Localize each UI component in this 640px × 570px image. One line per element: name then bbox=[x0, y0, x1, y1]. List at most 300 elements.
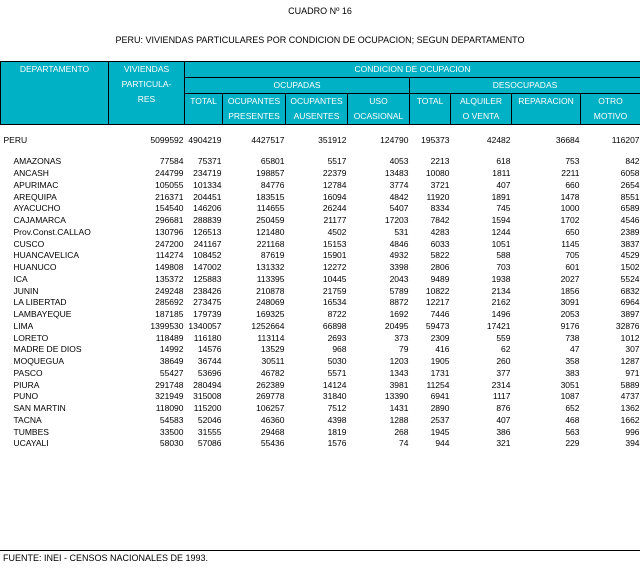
row-value: 842 bbox=[625, 156, 640, 167]
row-value: 971 bbox=[625, 367, 640, 378]
row-value: 216371 bbox=[155, 191, 184, 202]
row-value: 14576 bbox=[197, 344, 222, 355]
row-value: 296681 bbox=[155, 215, 184, 225]
table-row bbox=[1, 391, 640, 403]
row-value: 5099592 bbox=[150, 134, 184, 145]
header-subcolumn-line: PRESENTES bbox=[228, 111, 280, 121]
source-note: FUENTE: INEI - CENSOS NACIONALES DE 1993. bbox=[3, 553, 209, 563]
row-department: Prov.Const.CALLAO bbox=[13, 226, 91, 237]
row-value: 65801 bbox=[260, 156, 285, 167]
row-value: 4427517 bbox=[251, 134, 285, 145]
row-value: 652 bbox=[565, 403, 580, 413]
row-value: 6589 bbox=[620, 203, 640, 214]
row-value: 601 bbox=[565, 262, 580, 272]
row-value: 21759 bbox=[322, 285, 347, 296]
row-value: 116207 bbox=[611, 134, 640, 145]
row-department: CAJAMARCA bbox=[13, 215, 66, 225]
header-subcolumn-line: OCUPANTES bbox=[227, 96, 281, 106]
row-value: 2890 bbox=[430, 403, 450, 413]
row-department: MADRE DE DIOS bbox=[13, 344, 82, 355]
row-value: 2043 bbox=[389, 273, 409, 284]
row-value: 5789 bbox=[389, 285, 409, 296]
row-department: CUSCO bbox=[13, 238, 45, 249]
row-value: 618 bbox=[496, 156, 511, 167]
row-value: 15153 bbox=[322, 238, 347, 249]
row-department: ANCASH bbox=[13, 168, 49, 178]
total-row bbox=[1, 135, 640, 147]
row-value: 16534 bbox=[322, 297, 347, 308]
spacer-row bbox=[1, 146, 640, 156]
row-value: 660 bbox=[565, 179, 580, 190]
row-value: 87619 bbox=[260, 250, 285, 261]
row-value: 47 bbox=[570, 344, 580, 355]
table-row bbox=[1, 262, 640, 274]
row-value: 753 bbox=[565, 156, 580, 167]
row-value: 244799 bbox=[155, 168, 184, 178]
row-department: PERU bbox=[3, 134, 28, 145]
row-value: 118489 bbox=[155, 332, 184, 343]
row-value: 59473 bbox=[425, 320, 450, 331]
row-value: 288839 bbox=[193, 215, 222, 225]
row-value: 377 bbox=[496, 367, 511, 378]
row-department: PIURA bbox=[13, 379, 40, 390]
row-value: 124790 bbox=[380, 134, 409, 145]
row-value: 2693 bbox=[327, 332, 347, 343]
row-value: 1731 bbox=[430, 367, 450, 378]
table-row bbox=[1, 239, 640, 251]
row-value: 1576 bbox=[327, 438, 347, 449]
row-department: TACNA bbox=[13, 414, 42, 425]
row-department: APURIMAC bbox=[13, 179, 59, 190]
row-value: 6058 bbox=[620, 168, 640, 178]
header-subcolumn bbox=[581, 94, 640, 125]
table-row bbox=[1, 156, 640, 168]
row-value: 8334 bbox=[430, 203, 450, 214]
row-value: 7512 bbox=[327, 403, 347, 413]
row-value: 58030 bbox=[159, 438, 184, 449]
row-value: 9176 bbox=[560, 320, 580, 331]
row-value: 745 bbox=[496, 203, 511, 214]
row-value: 307 bbox=[625, 344, 640, 355]
row-value: 1905 bbox=[430, 356, 450, 366]
row-value: 8872 bbox=[389, 297, 409, 308]
row-value: 351912 bbox=[318, 134, 347, 145]
row-value: 135372 bbox=[155, 273, 184, 284]
row-value: 1496 bbox=[491, 309, 511, 319]
row-value: 26244 bbox=[322, 203, 347, 214]
row-value: 20495 bbox=[384, 320, 409, 331]
row-value: 1478 bbox=[560, 191, 580, 202]
row-value: 407 bbox=[496, 414, 511, 425]
row-department: HUANCAVELICA bbox=[13, 250, 79, 261]
row-department: MOQUEGUA bbox=[13, 356, 65, 366]
row-value: 1502 bbox=[620, 262, 640, 272]
row-department: LA LIBERTAD bbox=[13, 297, 67, 308]
row-value: 52046 bbox=[197, 414, 222, 425]
row-value: 12784 bbox=[322, 179, 347, 190]
row-value: 7842 bbox=[430, 215, 450, 225]
row-value: 38649 bbox=[159, 356, 184, 366]
row-value: 2162 bbox=[491, 297, 511, 308]
row-value: 280494 bbox=[193, 379, 222, 390]
row-value: 416 bbox=[435, 344, 450, 355]
table-row bbox=[1, 309, 640, 321]
row-value: 3091 bbox=[560, 297, 580, 308]
header-condicion: CONDICION DE OCUPACION bbox=[185, 62, 640, 78]
row-value: 1252664 bbox=[251, 320, 285, 331]
row-value: 108452 bbox=[193, 250, 222, 261]
header-desocupadas: DESOCUPADAS bbox=[410, 78, 640, 94]
row-value: 705 bbox=[565, 250, 580, 261]
row-value: 1891 bbox=[491, 191, 511, 202]
table-title: PERU: VIVIENDAS PARTICULARES POR CONDICION DE OCUPACION; SEGUN DEPARTAMENTO bbox=[115, 35, 525, 45]
row-value: 147002 bbox=[193, 262, 222, 272]
row-value: 386 bbox=[496, 426, 511, 437]
row-value: 14124 bbox=[322, 379, 347, 390]
row-department: LAMBAYEQUE bbox=[13, 309, 72, 319]
header-subcolumn-line: USO bbox=[369, 96, 388, 106]
row-value: 229 bbox=[565, 438, 580, 449]
row-value: 407 bbox=[496, 179, 511, 190]
header-viviendas-line: RES bbox=[137, 94, 156, 104]
row-value: 130796 bbox=[155, 226, 184, 237]
row-value: 1287 bbox=[620, 356, 640, 366]
row-department: HUANUCO bbox=[13, 262, 57, 272]
row-value: 5822 bbox=[430, 250, 450, 261]
row-value: 291748 bbox=[155, 379, 184, 390]
header-viviendas bbox=[109, 62, 185, 125]
row-value: 373 bbox=[394, 332, 409, 343]
row-value: 321 bbox=[496, 438, 511, 449]
row-value: 183515 bbox=[256, 191, 285, 202]
row-value: 6033 bbox=[430, 238, 450, 249]
row-value: 3051 bbox=[560, 379, 580, 390]
row-value: 944 bbox=[435, 438, 450, 449]
row-value: 4932 bbox=[389, 250, 409, 261]
row-value: 1945 bbox=[430, 426, 450, 437]
row-value: 2314 bbox=[491, 379, 511, 390]
row-value: 46782 bbox=[260, 367, 285, 378]
row-value: 6832 bbox=[620, 285, 640, 296]
footer-rule bbox=[0, 550, 640, 551]
row-value: 4283 bbox=[430, 226, 450, 237]
row-value: 179739 bbox=[193, 309, 222, 319]
row-department: ICA bbox=[13, 273, 28, 284]
row-value: 1340057 bbox=[188, 320, 222, 331]
row-value: 12217 bbox=[425, 297, 450, 308]
row-value: 21177 bbox=[323, 215, 347, 225]
header-subcolumn bbox=[286, 94, 348, 125]
row-value: 9489 bbox=[430, 273, 450, 284]
row-value: 55436 bbox=[260, 438, 285, 449]
row-value: 1012 bbox=[620, 332, 640, 343]
row-value: 8551 bbox=[620, 191, 640, 202]
row-value: 588 bbox=[496, 250, 511, 261]
row-value: 31555 bbox=[197, 426, 222, 437]
row-value: 4846 bbox=[389, 238, 409, 249]
row-value: 121480 bbox=[256, 226, 285, 237]
row-department: AREQUIPA bbox=[13, 191, 57, 202]
row-value: 1431 bbox=[389, 403, 409, 413]
row-value: 33500 bbox=[159, 426, 184, 437]
row-value: 75371 bbox=[197, 156, 222, 167]
row-value: 1203 bbox=[389, 356, 409, 366]
row-value: 531 bbox=[394, 226, 409, 237]
table-row bbox=[1, 415, 640, 427]
row-value: 106257 bbox=[256, 403, 285, 413]
row-value: 2654 bbox=[620, 179, 640, 190]
row-value: 1399530 bbox=[150, 320, 184, 331]
row-value: 46360 bbox=[260, 414, 285, 425]
row-value: 17203 bbox=[384, 215, 409, 225]
row-value: 169325 bbox=[256, 309, 285, 319]
row-value: 131332 bbox=[256, 262, 285, 272]
row-value: 3721 bbox=[430, 179, 450, 190]
header-subcolumn bbox=[410, 94, 451, 125]
row-value: 149808 bbox=[155, 262, 184, 272]
row-value: 31840 bbox=[322, 391, 347, 402]
table-row bbox=[1, 250, 640, 262]
row-value: 2806 bbox=[430, 262, 450, 272]
row-value: 84776 bbox=[260, 179, 285, 190]
row-value: 2309 bbox=[430, 332, 450, 343]
header-subcolumn-line: ALQUILER bbox=[459, 96, 503, 106]
row-value: 66898 bbox=[322, 320, 347, 331]
row-value: 114655 bbox=[256, 203, 285, 214]
table-row bbox=[1, 438, 640, 450]
header-ocupadas: OCUPADAS bbox=[185, 78, 410, 94]
row-value: 3981 bbox=[389, 379, 409, 390]
row-value: 238426 bbox=[193, 285, 222, 296]
row-value: 32876 bbox=[615, 320, 640, 331]
row-department: PUNO bbox=[13, 391, 39, 402]
row-value: 187185 bbox=[155, 309, 184, 319]
row-value: 358 bbox=[565, 356, 580, 366]
row-value: 115200 bbox=[193, 403, 222, 413]
row-value: 13390 bbox=[384, 391, 409, 402]
row-value: 10080 bbox=[425, 168, 450, 178]
header-viviendas-line: PARTICULA- bbox=[121, 79, 172, 89]
row-value: 269778 bbox=[256, 391, 285, 402]
row-value: 221168 bbox=[256, 238, 285, 249]
table-row bbox=[1, 192, 640, 204]
row-value: 1594 bbox=[491, 215, 511, 225]
row-value: 13529 bbox=[260, 344, 285, 355]
row-value: 146206 bbox=[193, 203, 222, 214]
row-department: LORETO bbox=[13, 332, 49, 343]
row-value: 1819 bbox=[327, 426, 347, 437]
table-row bbox=[1, 297, 640, 309]
row-value: 1938 bbox=[491, 273, 511, 284]
row-value: 116180 bbox=[193, 332, 222, 343]
row-value: 1662 bbox=[620, 414, 640, 425]
row-value: 5889 bbox=[620, 379, 640, 390]
row-value: 12272 bbox=[322, 262, 347, 272]
table-row bbox=[1, 344, 640, 356]
row-value: 260 bbox=[496, 356, 511, 366]
row-value: 2537 bbox=[430, 414, 450, 425]
row-value: 2053 bbox=[560, 309, 580, 319]
spacer-row bbox=[1, 125, 640, 135]
row-value: 1288 bbox=[389, 414, 409, 425]
header-subcolumn-line: REPARACION bbox=[518, 96, 574, 106]
row-value: 14992 bbox=[159, 344, 184, 355]
row-value: 2389 bbox=[620, 226, 640, 237]
table-row bbox=[1, 274, 640, 286]
header-subcolumn-line: OCASIONAL bbox=[353, 111, 404, 121]
header-subcolumn bbox=[348, 94, 410, 125]
header-subcolumn-line: TOTAL bbox=[416, 96, 444, 106]
row-value: 1362 bbox=[620, 403, 640, 413]
table-row bbox=[1, 180, 640, 192]
row-value: 30511 bbox=[261, 356, 285, 366]
header-subcolumn bbox=[223, 94, 286, 125]
row-value: 7446 bbox=[430, 309, 450, 319]
row-value: 195373 bbox=[421, 134, 450, 145]
row-value: 42482 bbox=[486, 134, 511, 145]
row-value: 198857 bbox=[256, 168, 285, 178]
row-department: PASCO bbox=[13, 367, 43, 378]
row-value: 15901 bbox=[322, 250, 347, 261]
row-value: 249248 bbox=[155, 285, 184, 296]
row-value: 4737 bbox=[620, 391, 640, 402]
row-value: 114274 bbox=[155, 250, 184, 261]
row-value: 468 bbox=[565, 414, 580, 425]
row-value: 4546 bbox=[620, 215, 640, 225]
row-value: 5407 bbox=[389, 203, 409, 214]
row-department: TUMBES bbox=[13, 426, 49, 437]
row-value: 996 bbox=[625, 426, 640, 437]
row-value: 1692 bbox=[389, 309, 409, 319]
row-value: 10445 bbox=[322, 273, 347, 284]
table-row bbox=[1, 403, 640, 415]
row-value: 5517 bbox=[327, 156, 347, 167]
header-subcolumn bbox=[451, 94, 512, 125]
row-value: 3398 bbox=[389, 262, 409, 272]
row-value: 16094 bbox=[322, 191, 347, 202]
row-value: 2213 bbox=[430, 156, 450, 167]
table-row bbox=[1, 286, 640, 298]
row-value: 1087 bbox=[560, 391, 580, 402]
row-value: 285692 bbox=[155, 297, 184, 308]
row-value: 1856 bbox=[560, 285, 580, 296]
row-value: 8722 bbox=[327, 309, 347, 319]
table-row bbox=[1, 321, 640, 333]
row-value: 876 bbox=[496, 403, 511, 413]
row-value: 241167 bbox=[193, 238, 222, 249]
row-value: 1145 bbox=[561, 238, 580, 249]
header-subcolumn-line: O VENTA bbox=[462, 111, 500, 121]
row-value: 3774 bbox=[389, 179, 409, 190]
row-value: 36744 bbox=[197, 356, 222, 366]
row-value: 57086 bbox=[197, 438, 222, 449]
housing-table bbox=[0, 61, 640, 450]
row-value: 250459 bbox=[256, 215, 285, 225]
row-value: 113114 bbox=[257, 332, 285, 343]
header-subcolumn-line: AUSENTES bbox=[293, 111, 340, 121]
row-value: 79 bbox=[399, 344, 409, 355]
row-value: 53696 bbox=[197, 367, 222, 378]
row-value: 1117 bbox=[492, 391, 511, 402]
header-subcolumn-line: OCUPANTES bbox=[290, 96, 343, 106]
row-value: 4842 bbox=[389, 191, 409, 202]
row-value: 1000 bbox=[560, 203, 580, 214]
row-value: 2027 bbox=[560, 273, 580, 284]
table-row bbox=[1, 368, 640, 380]
header-subcolumn bbox=[512, 94, 581, 125]
row-value: 5571 bbox=[327, 367, 347, 378]
row-value: 1244 bbox=[491, 226, 511, 237]
row-value: 247200 bbox=[155, 238, 184, 249]
row-value: 738 bbox=[565, 332, 580, 343]
row-value: 125883 bbox=[193, 273, 222, 284]
table-number: CUADRO Nº 16 bbox=[288, 6, 352, 16]
row-department: LIMA bbox=[13, 320, 34, 331]
row-value: 3897 bbox=[620, 309, 640, 319]
row-value: 968 bbox=[332, 344, 347, 355]
row-value: 563 bbox=[565, 426, 580, 437]
row-value: 4398 bbox=[327, 414, 347, 425]
row-value: 559 bbox=[496, 332, 511, 343]
row-value: 1051 bbox=[491, 238, 511, 249]
row-value: 77584 bbox=[159, 156, 184, 167]
row-value: 2211 bbox=[561, 168, 580, 178]
header-departamento: DEPARTAMENTO bbox=[1, 62, 109, 125]
row-department: UCAYALI bbox=[13, 438, 49, 449]
row-value: 4904219 bbox=[188, 134, 222, 145]
row-value: 383 bbox=[565, 367, 580, 378]
row-value: 210878 bbox=[256, 285, 285, 296]
row-value: 248069 bbox=[256, 297, 285, 308]
row-value: 11254 bbox=[426, 379, 450, 390]
row-value: 13483 bbox=[384, 168, 409, 178]
table-row bbox=[1, 380, 640, 392]
row-value: 118090 bbox=[155, 403, 184, 413]
row-value: 321949 bbox=[155, 391, 184, 402]
row-value: 204451 bbox=[193, 191, 222, 202]
row-value: 154540 bbox=[155, 203, 184, 214]
row-value: 10822 bbox=[425, 285, 450, 296]
row-value: 268 bbox=[394, 426, 409, 437]
row-value: 17421 bbox=[486, 320, 511, 331]
row-value: 29468 bbox=[260, 426, 285, 437]
row-value: 6964 bbox=[620, 297, 640, 308]
header-viviendas-line: VIVIENDAS bbox=[123, 64, 170, 74]
row-department: AMAZONAS bbox=[13, 156, 62, 167]
table-row bbox=[1, 203, 640, 215]
table-row bbox=[1, 356, 640, 368]
row-department: AYACUCHO bbox=[13, 203, 61, 214]
row-department: SAN MARTIN bbox=[13, 403, 66, 413]
header-subcolumn-line: TOTAL bbox=[190, 96, 217, 106]
row-value: 650 bbox=[565, 226, 580, 237]
header-subcolumn bbox=[185, 94, 223, 125]
row-value: 3837 bbox=[620, 238, 640, 249]
row-value: 62 bbox=[501, 344, 511, 355]
row-value: 11920 bbox=[426, 191, 450, 202]
table-row bbox=[1, 168, 640, 180]
row-value: 703 bbox=[496, 262, 511, 272]
row-value: 5030 bbox=[327, 356, 347, 366]
row-value: 55427 bbox=[159, 367, 184, 378]
row-value: 262389 bbox=[256, 379, 285, 390]
row-value: 4502 bbox=[327, 226, 347, 237]
row-value: 315008 bbox=[193, 391, 222, 402]
table-row bbox=[1, 227, 640, 239]
header-subcolumn-line: OTRO bbox=[598, 96, 623, 106]
table-row bbox=[1, 215, 640, 227]
row-value: 105055 bbox=[155, 179, 184, 190]
